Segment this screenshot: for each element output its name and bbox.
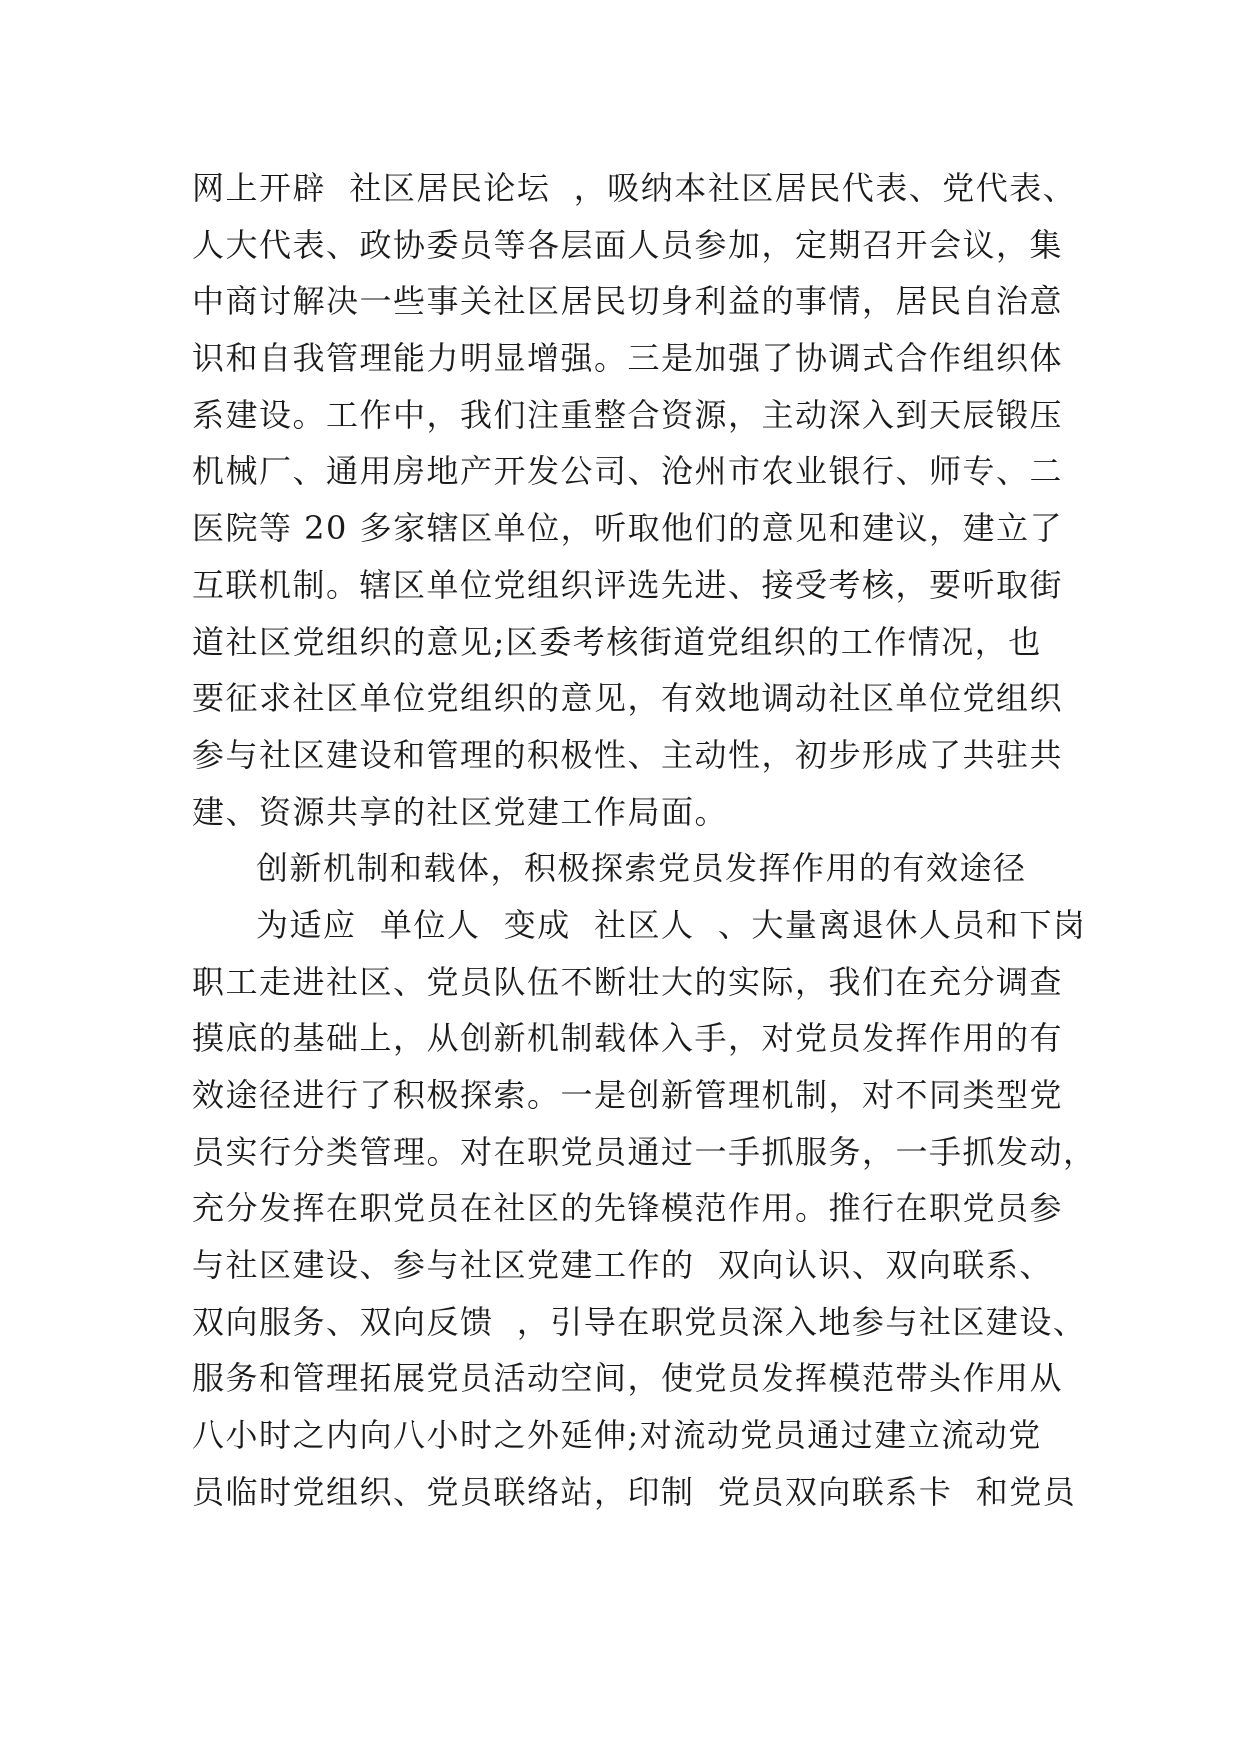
text-line: 员实行分类管理。对在职党员通过一手抓服务，一手抓发动， [192, 1132, 1097, 1171]
text-line: 互联机制。辖区单位党组织评选先进、接受考核，要听取街 [192, 565, 1064, 604]
text-line: 道社区党组织的意见;区委考核街道党组织的工作情况，也 [192, 622, 1042, 661]
text-line: 网上开辟 社区居民论坛 ，吸纳本社区居民代表、党代表、 [192, 169, 1077, 207]
text-line: 八小时之内向八小时之外延伸;对流动党员通过建立流动党 [192, 1416, 1042, 1455]
text-line: 要征求社区单位党组织的意见，有效地调动社区单位党组织 [192, 679, 1064, 718]
text-line: 医院等 20 多家辖区单位，听取他们的意见和建议，建立了 [192, 509, 1064, 548]
body-text [192, 160, 1097, 1521]
text-line: 中商讨解决一些事关社区居民切身利益的事情，居民自治意 [192, 282, 1064, 321]
text-line: 建、资源共享的社区党建工作局面。 [192, 792, 729, 831]
text-line: 双向服务、双向反馈 ，引导在职党员深入地参与社区建设、 [192, 1302, 1087, 1341]
text-line: 充分发挥在职党员在社区的先锋模范作用。推行在职党员参 [192, 1189, 1064, 1228]
text-line: 职工走进社区、党员队伍不断壮大的实际，我们在充分调查 [192, 962, 1064, 1001]
text-line: 参与社区建设和管理的积极性、主动性，初步形成了共驻共 [192, 735, 1064, 774]
text-line: 人大代表、政协委员等各层面人员参加，定期召开会议，集 [192, 225, 1064, 264]
text-line: 员临时党组织、党员联络站，印制 党员双向联系卡 和党员 [192, 1472, 1077, 1511]
text-line: 与社区建设、参与社区党建工作的 双向认识、双向联系、 [192, 1246, 1053, 1285]
section-heading: 创新机制和载体，积极探索党员发挥作用的有效途径 [256, 849, 1027, 888]
text-line: 系建设。工作中，我们注重整合资源，主动深入到天辰锻压 [192, 395, 1064, 434]
text-line: 效途径进行了积极探索。一是创新管理机制，对不同类型党 [192, 1076, 1064, 1114]
text-line: 摸底的基础上，从创新机制载体入手，对党员发挥作用的有 [192, 1019, 1064, 1058]
text-line: 机械厂、通用房地产开发公司、沧州市农业银行、师专、二 [192, 452, 1064, 491]
text-line: 识和自我管理能力明显增强。三是加强了协调式合作组织体 [192, 339, 1064, 378]
text-line: 服务和管理拓展党员活动空间，使党员发挥模范带头作用从 [192, 1359, 1064, 1398]
paragraph-start-line: 为适应 单位人 变成 社区人 、大量离退休人员和下岗 [256, 905, 1087, 944]
